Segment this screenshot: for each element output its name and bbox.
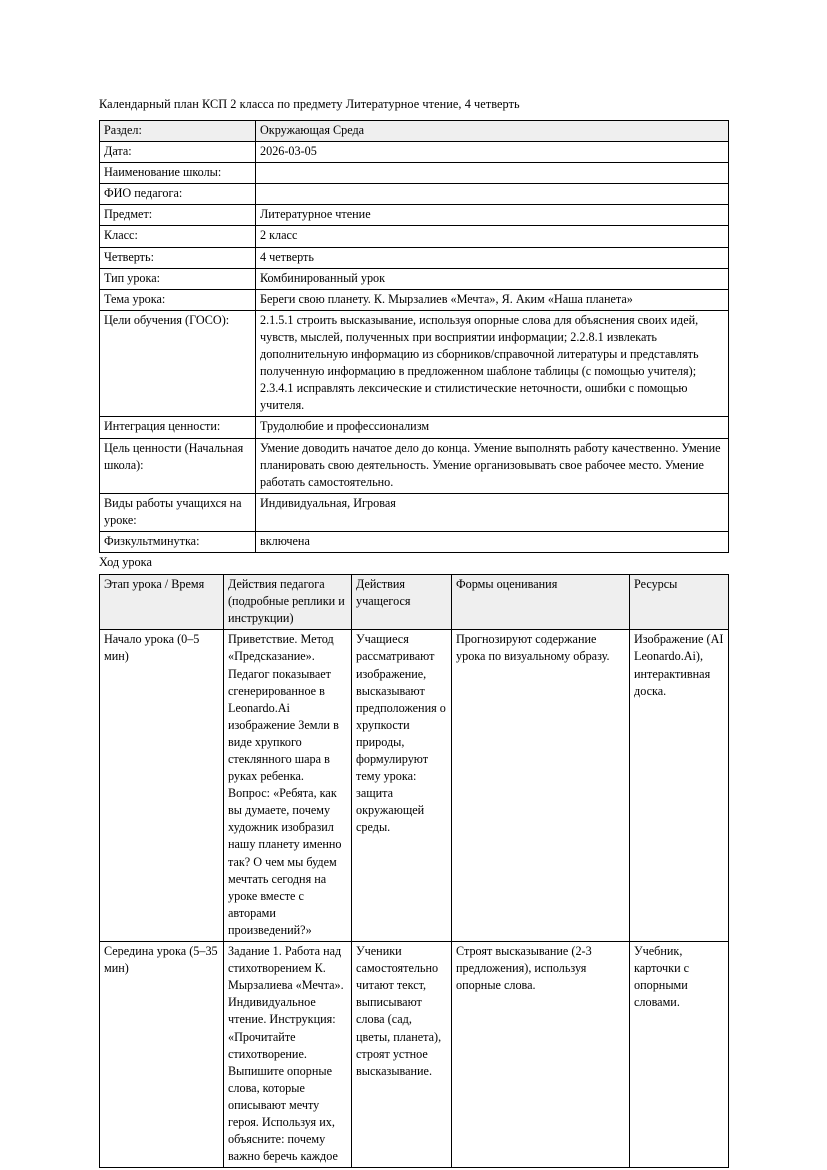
info-value: 2.1.5.1 строить высказывание, используя опорные слова для объяснения своих идей, чувств, мыслей, полученных при восприятии информации; 2.2.8.1 извлекать дополнительную информацию из сборников/справочной литературы и представлять полученную информацию в предложенном шаблоне таблицы (с помощью учителя); 2.3.4.1 исправлять лексические и стилистические неточности, ошибки с помощью учителя. — [256, 310, 729, 417]
cell-teacher-actions: Задание 1. Работа над стихотворением К. Мырзалиева «Мечта». Индивидуальное чтение. Инструкция: «Прочитайте стихотворение. Выпишите опорные слова, которые описывают мечту героя. Используя их, объясните: почему важно беречь каждое — [224, 942, 352, 1168]
info-value: 2026-03-05 — [256, 142, 729, 163]
info-label: Интеграция ценности: — [100, 417, 256, 438]
column-header-stage: Этап урока / Время — [100, 575, 224, 630]
info-label: Тема урока: — [100, 289, 256, 310]
table-row — [100, 417, 729, 438]
info-value: Индивидуальная, Игровая — [256, 493, 729, 531]
info-value: Литературное чтение — [256, 205, 729, 226]
table-header-row — [100, 575, 729, 630]
cell-stage: Середина урока (5–35 мин) — [100, 942, 224, 1168]
table-row — [100, 630, 729, 942]
cell-assessment: Строят высказывание (2-3 предложения), используя опорные слова. — [452, 942, 630, 1168]
table-row — [100, 184, 729, 205]
cell-teacher-actions: Приветствие. Метод «Предсказание». Педагог показывает сгенерированное в Leonardo.Ai изображение Земли в виде хрупкого стеклянного шара в руках ребенка. Вопрос: «Ребята, как вы думаете, почему художник изобразил нашу планету именно так? О чем мы будем мечтать сегодня на уроке вместе с авторами произведений?» — [224, 630, 352, 942]
info-label: Цели обучения (ГОСО): — [100, 310, 256, 417]
cell-student-actions: Ученики самостоятельно читают текст, выписывают слова (сад, цветы, планета), строят устное высказывание. — [352, 942, 452, 1168]
cell-assessment: Прогнозируют содержание урока по визуальному образу. — [452, 630, 630, 942]
column-header-assessment: Формы оценивания — [452, 575, 630, 630]
info-label: Тип урока: — [100, 268, 256, 289]
lesson-flow-head — [100, 575, 729, 630]
table-row — [100, 531, 729, 552]
info-label: Наименование школы: — [100, 163, 256, 184]
info-value: включена — [256, 531, 729, 552]
info-label: Физкультминутка: — [100, 531, 256, 552]
info-label: Цель ценности (Начальная школа): — [100, 438, 256, 493]
lesson-info-body — [100, 121, 729, 553]
table-row — [100, 142, 729, 163]
table-row — [100, 226, 729, 247]
info-value: Комбинированный урок — [256, 268, 729, 289]
lesson-flow-body — [100, 630, 729, 1168]
info-value: Береги свою планету. К. Мырзалиев «Мечта», Я. Аким «Наша планета» — [256, 289, 729, 310]
document-content — [99, 96, 728, 1168]
info-value: Умение доводить начатое дело до конца. Умение выполнять работу качественно. Умение планировать свою деятельность. Умение организовывать свое рабочее место. Умение работать самостоятельно. — [256, 438, 729, 493]
info-value: 2 класс — [256, 226, 729, 247]
table-row — [100, 942, 729, 1168]
table-row — [100, 205, 729, 226]
info-label: Класс: — [100, 226, 256, 247]
column-header-student-actions: Действия учащегося — [352, 575, 452, 630]
table-row — [100, 438, 729, 493]
cell-resources: Учебник, карточки с опорными словами. — [630, 942, 729, 1168]
info-label: Виды работы учащихся на уроке: — [100, 493, 256, 531]
table-row — [100, 493, 729, 531]
info-value: 4 четверть — [256, 247, 729, 268]
column-header-resources: Ресурсы — [630, 575, 729, 630]
lesson-info-table — [99, 120, 729, 553]
info-label: ФИО педагога: — [100, 184, 256, 205]
table-row — [100, 121, 729, 142]
table-row — [100, 268, 729, 289]
info-value: Окружающая Среда — [256, 121, 729, 142]
lesson-flow-heading: Ход урока — [99, 555, 152, 570]
table-row — [100, 163, 729, 184]
cell-stage: Начало урока (0–5 мин) — [100, 630, 224, 942]
column-header-teacher-actions: Действия педагога (подробные реплики и инструкции) — [224, 575, 352, 630]
info-label: Четверть: — [100, 247, 256, 268]
cell-student-actions: Учащиеся рассматривают изображение, высказывают предположения о хрупкости природы, формулируют тему урока: защита окружающей среды. — [352, 630, 452, 942]
info-label: Раздел: — [100, 121, 256, 142]
info-value: Трудолюбие и профессионализм — [256, 417, 729, 438]
page-title: Календарный план КСП 2 класса по предмету Литературное чтение, 4 четверть — [99, 97, 520, 111]
info-label: Дата: — [100, 142, 256, 163]
info-value — [256, 163, 729, 184]
table-row — [100, 289, 729, 310]
table-row — [100, 247, 729, 268]
cell-resources: Изображение (AI Leonardo.Ai), интерактивная доска. — [630, 630, 729, 942]
lesson-flow-table — [99, 574, 729, 1168]
info-label: Предмет: — [100, 205, 256, 226]
info-value — [256, 184, 729, 205]
table-row — [100, 310, 729, 417]
